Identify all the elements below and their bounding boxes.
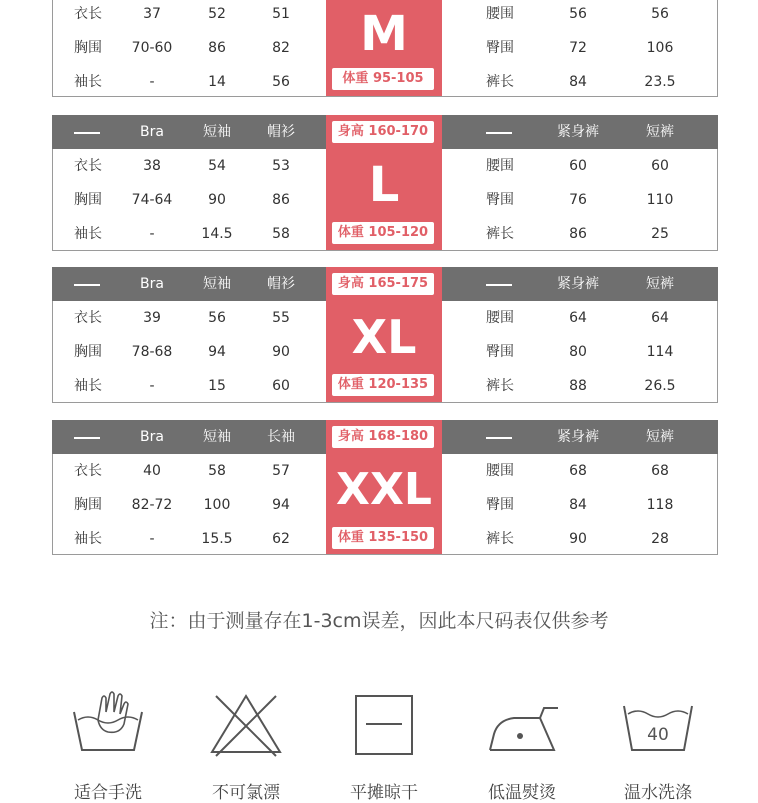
care-label: 温水洗涤	[624, 783, 692, 803]
cell-top2: 53	[272, 158, 290, 174]
header-dash	[486, 437, 512, 439]
cell-shorts: 25	[651, 226, 669, 242]
cell-leggings: 88	[569, 378, 587, 394]
no-bleach-icon	[206, 690, 286, 760]
row-label: 裤长	[486, 378, 514, 394]
cell-leggings: 84	[569, 497, 587, 513]
cell-top2: 60	[272, 378, 290, 394]
cell-shorts: 68	[651, 463, 669, 479]
header-hoodie: 帽衫	[267, 276, 295, 292]
row-label: 腰围	[486, 158, 514, 174]
row-label: 裤长	[486, 226, 514, 242]
header-long-sleeve: 长袖	[267, 429, 295, 445]
header-bra: Bra	[140, 124, 164, 140]
header-short-sleeve: 短袖	[203, 429, 231, 445]
cell-leggings: 60	[569, 158, 587, 174]
row-label: 袖长	[74, 378, 102, 394]
care-dry-flat	[324, 690, 444, 803]
row-label: 袖长	[74, 226, 102, 242]
cell-leggings: 56	[569, 6, 587, 22]
size-letter: L	[368, 157, 400, 213]
cell-top1: 58	[208, 463, 226, 479]
care-warm-wash	[598, 690, 718, 803]
cell-top2: 62	[272, 531, 290, 547]
cell-top1: 52	[208, 6, 226, 22]
cell-leggings: 80	[569, 344, 587, 360]
row-label: 臀围	[486, 344, 514, 360]
size-highlight-column	[326, 420, 442, 554]
row-label: 腰围	[486, 6, 514, 22]
header-shorts: 短裤	[646, 429, 674, 445]
care-low-iron	[462, 690, 582, 803]
weight-pill: 体重 105-120	[332, 222, 434, 244]
cell-bra: -	[149, 74, 155, 90]
header-shorts: 短裤	[646, 124, 674, 140]
cell-shorts: 64	[651, 310, 669, 326]
cell-bra: -	[149, 226, 155, 242]
row-label: 腰围	[486, 310, 514, 326]
cell-shorts: 110	[646, 192, 674, 208]
row-label: 胸围	[74, 40, 102, 56]
cell-top1: 100	[203, 497, 231, 513]
cell-shorts: 28	[651, 531, 669, 547]
row-label: 胸围	[74, 344, 102, 360]
header-leggings: 紧身裤	[557, 124, 599, 140]
row-label: 衣长	[74, 310, 102, 326]
cell-top1: 90	[208, 192, 226, 208]
cell-top1: 14	[208, 74, 226, 90]
cell-top2: 57	[272, 463, 290, 479]
cell-leggings: 86	[569, 226, 587, 242]
row-label: 袖长	[74, 531, 102, 547]
cell-top1: 15.5	[201, 531, 233, 547]
row-label: 臀围	[486, 40, 514, 56]
cell-shorts: 118	[646, 497, 674, 513]
cell-top1: 56	[208, 310, 226, 326]
row-label: 臀围	[486, 192, 514, 208]
row-label: 臀围	[486, 497, 514, 513]
cell-top1: 94	[208, 344, 226, 360]
cell-leggings: 64	[569, 310, 587, 326]
header-short-sleeve: 短袖	[203, 124, 231, 140]
cell-shorts: 26.5	[644, 378, 676, 394]
row-label: 衣长	[74, 463, 102, 479]
cell-bra: 40	[143, 463, 161, 479]
cell-top2: 51	[272, 6, 290, 22]
cell-top1: 54	[208, 158, 226, 174]
hand-wash-icon	[68, 690, 148, 760]
header-dash	[74, 132, 100, 134]
header-bra: Bra	[140, 429, 164, 445]
row-label: 腰围	[486, 463, 514, 479]
cell-shorts: 23.5	[644, 74, 676, 90]
header-bra: Bra	[140, 276, 164, 292]
height-pill: 身高 165-175	[332, 273, 434, 295]
warm-wash-40-icon	[618, 690, 698, 760]
size-highlight-column	[326, 267, 442, 402]
row-label: 袖长	[74, 74, 102, 90]
measurement-note: 注：由于测量存在1-3cm误差，因此本尺码表仅供参考	[149, 610, 609, 632]
header-hoodie: 帽衫	[267, 124, 295, 140]
cell-shorts: 106	[646, 40, 674, 56]
cell-top2: 58	[272, 226, 290, 242]
cell-bra: -	[149, 378, 155, 394]
cell-bra: 74-64	[131, 192, 173, 208]
size-letter: M	[360, 6, 408, 62]
cell-top2: 94	[272, 497, 290, 513]
size-letter: XL	[351, 310, 417, 364]
cell-leggings: 76	[569, 192, 587, 208]
cell-shorts: 60	[651, 158, 669, 174]
header-dash	[486, 132, 512, 134]
care-label: 适合手洗	[74, 783, 142, 803]
cell-leggings: 90	[569, 531, 587, 547]
row-label: 衣长	[74, 158, 102, 174]
care-label: 不可氯漂	[212, 783, 280, 803]
header-leggings: 紧身裤	[557, 429, 599, 445]
header-dash	[74, 437, 100, 439]
cell-bra: 78-68	[131, 344, 173, 360]
weight-pill: 体重 95-105	[332, 68, 434, 90]
cell-top2: 90	[272, 344, 290, 360]
cell-shorts: 114	[646, 344, 674, 360]
dry-flat-icon	[344, 690, 424, 760]
weight-pill: 体重 135-150	[332, 527, 434, 549]
cell-bra: -	[149, 531, 155, 547]
header-leggings: 紧身裤	[557, 276, 599, 292]
header-dash	[486, 284, 512, 286]
cell-top1: 15	[208, 378, 226, 394]
size-highlight-column	[326, 0, 442, 96]
cell-top2: 86	[272, 192, 290, 208]
cell-top1: 14.5	[201, 226, 233, 242]
care-hand-wash	[48, 690, 168, 803]
low-iron-icon	[480, 690, 564, 760]
row-label: 裤长	[486, 531, 514, 547]
care-no-bleach	[186, 690, 306, 803]
cell-top2: 82	[272, 40, 290, 56]
wash-temp: 40	[647, 725, 669, 745]
cell-shorts: 56	[651, 6, 669, 22]
cell-top2: 55	[272, 310, 290, 326]
cell-bra: 70-60	[131, 40, 173, 56]
cell-leggings: 72	[569, 40, 587, 56]
weight-pill: 体重 120-135	[332, 374, 434, 396]
cell-leggings: 84	[569, 74, 587, 90]
care-label: 平摊晾干	[350, 783, 418, 803]
row-label: 胸围	[74, 192, 102, 208]
height-pill: 身高 160-170	[332, 121, 434, 143]
size-highlight-column	[326, 115, 442, 250]
cell-leggings: 68	[569, 463, 587, 479]
row-label: 衣长	[74, 6, 102, 22]
header-dash	[74, 284, 100, 286]
row-label: 胸围	[74, 497, 102, 513]
cell-bra: 38	[143, 158, 161, 174]
cell-bra: 82-72	[131, 497, 173, 513]
cell-top1: 86	[208, 40, 226, 56]
height-pill: 身高 168-180	[332, 426, 434, 448]
header-short-sleeve: 短袖	[203, 276, 231, 292]
cell-bra: 39	[143, 310, 161, 326]
size-letter: XXL	[336, 464, 432, 515]
header-shorts: 短裤	[646, 276, 674, 292]
row-label: 裤长	[486, 74, 514, 90]
cell-bra: 37	[143, 6, 161, 22]
cell-top2: 56	[272, 74, 290, 90]
care-label: 低温熨烫	[488, 783, 556, 803]
